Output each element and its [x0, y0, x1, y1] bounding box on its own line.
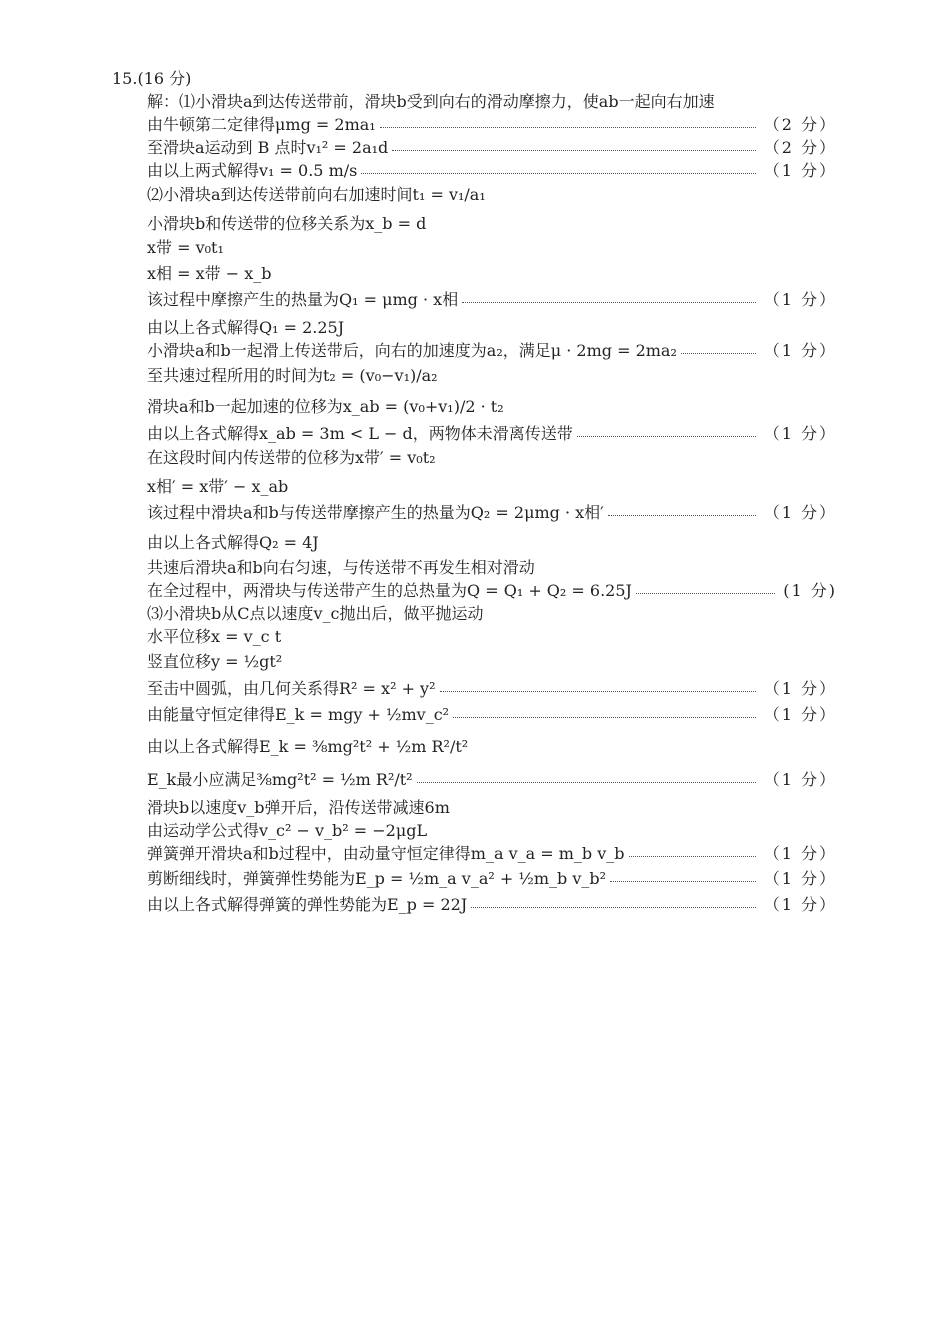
- solution-line: 该过程中摩擦产生的热量为Q₁ = μmg · x相 （1 分）: [147, 286, 837, 310]
- solution-line: 由以上两式解得v₁ = 0.5 m/s （1 分）: [147, 157, 837, 181]
- dot-leader: [361, 172, 755, 174]
- solution-line: E_k最小应满足⅜mg²t² = ½m R²/t² （1 分）: [147, 766, 837, 790]
- solution-line: 由以上各式解得E_k = ⅜mg²t² + ½m R²/t²: [147, 736, 469, 756]
- solution-line: 由牛顿第二定律得μmg = 2ma₁ （2 分）: [147, 111, 837, 135]
- dot-leader: [453, 716, 756, 718]
- solution-line: 至共速过程所用的时间为t₂ = (v₀−v₁)/a₂: [147, 365, 438, 385]
- score-mark: （1 分）: [763, 678, 837, 698]
- dot-leader: [610, 880, 756, 882]
- solution-line: 剪断细线时，弹簧弹性势能为E_p = ½m_a v_a² + ½m_b v_b² （1 分）: [147, 865, 837, 889]
- solution-line: 由以上各式解得x_ab = 3m < L − d，两物体未滑离传送带 （1 分）: [147, 420, 837, 444]
- score-mark: （2 分）: [763, 114, 837, 134]
- score-mark: （1 分）: [763, 340, 837, 360]
- dot-leader: [462, 301, 756, 303]
- solution-line: 由以上各式解得弹簧的弹性势能为E_p = 22J （1 分）: [147, 891, 837, 915]
- dot-leader: [417, 781, 756, 783]
- solution-line: 至击中圆弧，由几何关系得R² = x² + y² （1 分）: [147, 675, 837, 699]
- solution-line: x相′ = x带′ − x_ab: [147, 476, 289, 496]
- problem-number: 15.(16 分): [112, 69, 192, 88]
- solution-line: 至滑块a运动到 B 点时v₁² = 2a₁d （2 分）: [147, 134, 837, 158]
- dot-leader: [636, 592, 775, 594]
- score-mark: （1 分）: [763, 502, 837, 522]
- score-mark: （1 分）: [763, 843, 837, 863]
- solution-line: 由能量守恒定律得E_k = mgy + ½mv_c² （1 分）: [147, 701, 837, 725]
- score-mark: （1 分）: [763, 769, 837, 789]
- dot-leader: [440, 690, 756, 692]
- solution-line: 由运动学公式得v_c² − v_b² = −2μgL: [147, 820, 428, 840]
- solution-line: ⑶小滑块b从C点以速度v_c抛出后，做平抛运动: [147, 603, 484, 623]
- score-mark: （1 分）: [763, 704, 837, 724]
- solution-line: 在这段时间内传送带的位移为x带′ = v₀t₂: [147, 447, 436, 467]
- solution-line: 竖直位移y = ½gt²: [147, 651, 283, 671]
- score-mark: （1 分）: [763, 894, 837, 914]
- score-mark: （1 分）: [763, 868, 837, 888]
- footer-bleed-mark: [300, 1272, 630, 1280]
- score-mark: （1 分）: [763, 160, 837, 180]
- solution-line: 水平位移x = v_c t: [147, 626, 282, 646]
- solution-line: 滑块a和b一起加速的位移为x_ab = (v₀+v₁)/2 · t₂: [147, 396, 504, 416]
- score-mark: （1 分）: [763, 423, 837, 443]
- solution-line: x带 = v₀t₁: [147, 237, 224, 257]
- dot-leader: [577, 435, 756, 437]
- solution-line: x相 = x带 − x_b: [147, 263, 272, 283]
- dot-leader: [392, 149, 755, 151]
- dot-leader: [471, 906, 755, 908]
- solution-line: 该过程中滑块a和b与传送带摩擦产生的热量为Q₂ = 2μmg · x相′ （1 分）: [147, 499, 837, 523]
- dot-leader: [681, 352, 756, 354]
- dot-leader: [380, 126, 756, 128]
- solution-line: 弹簧弹开滑块a和b过程中，由动量守恒定律得m_a v_a = m_b v_b （1 分）: [147, 840, 837, 864]
- score-mark: （1 分）: [763, 289, 837, 309]
- solution-line: 由以上各式解得Q₂ = 4J: [147, 532, 319, 552]
- score-mark: （2 分）: [763, 137, 837, 157]
- score-mark: (1 分): [783, 580, 837, 600]
- solution-line: 共速后滑块a和b向右匀速，与传送带不再发生相对滑动: [147, 557, 535, 577]
- solution-line: 解：⑴小滑块a到达传送带前，滑块b受到向右的滑动摩擦力，使ab一起向右加速: [147, 91, 715, 111]
- dot-leader: [629, 855, 756, 857]
- solution-line: 小滑块a和b一起滑上传送带后，向右的加速度为a₂，满足μ · 2mg = 2ma₂ （1 分）: [147, 337, 837, 361]
- dot-leader: [608, 514, 756, 516]
- solution-line: 在全过程中，两滑块与传送带产生的总热量为Q = Q₁ + Q₂ = 6.25J (1 分): [147, 577, 837, 601]
- solution-line: 小滑块b和传送带的位移关系为x_b = d: [147, 213, 427, 233]
- solution-line: 由以上各式解得Q₁ = 2.25J: [147, 317, 345, 337]
- solution-line: ⑵小滑块a到达传送带前向右加速时间t₁ = v₁/a₁: [147, 184, 486, 204]
- solution-line: 滑块b以速度v_b弹开后，沿传送带减速6m: [147, 797, 450, 817]
